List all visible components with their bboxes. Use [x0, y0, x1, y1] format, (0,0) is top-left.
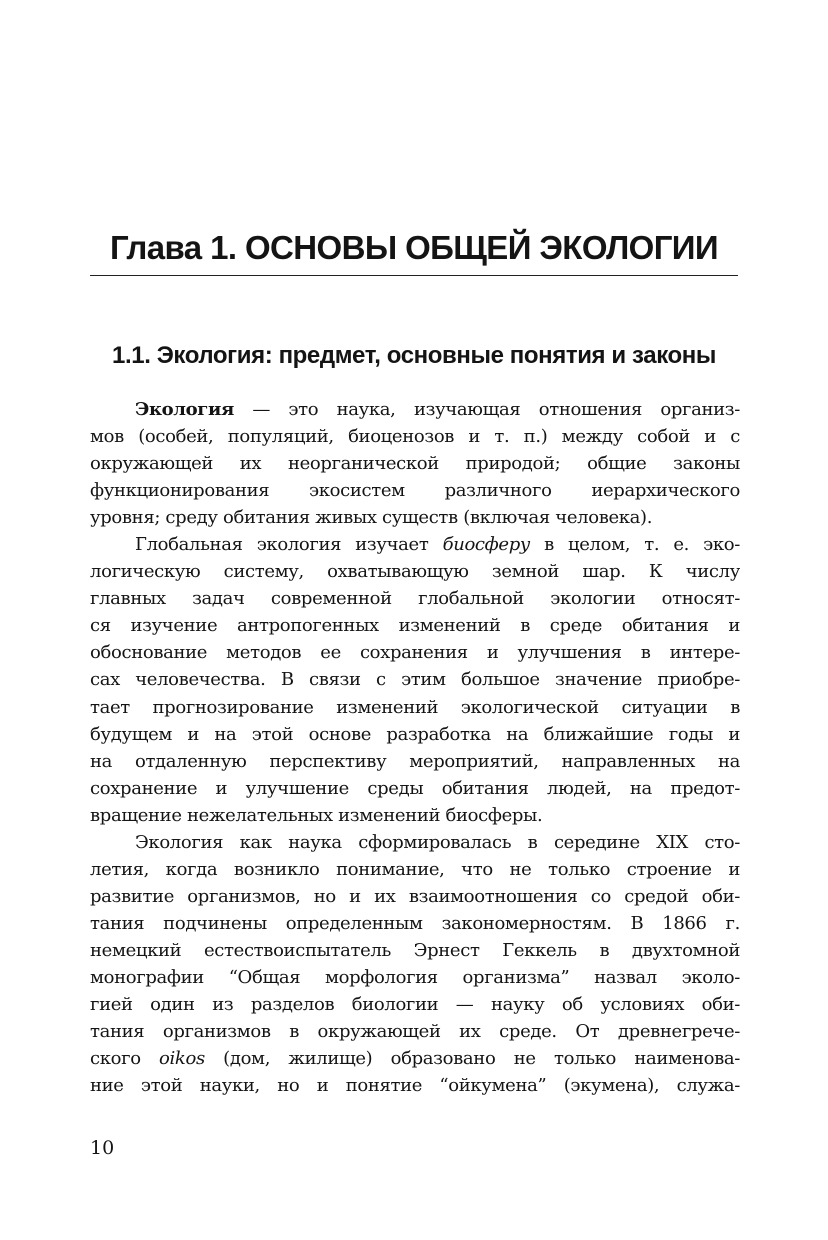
body-text — [90, 396, 740, 1099]
section-title: 1.1. Экология: предмет, основные понятия и законы — [112, 342, 716, 369]
paragraph-2-line-1: Глобальная экология изучает биосферу в целом, т. е. эко- — [135, 534, 740, 556]
paragraph-1-line-1: Экология — это наука, изучающая отношения организ- — [135, 399, 740, 420]
paragraph-3-line-4: тания подчинены определенным закономерностям. В 1866 г. — [90, 912, 740, 934]
paragraph-3-line-9: ского oikos (дом, жилище) образовано не только наименова- — [90, 1048, 740, 1070]
paragraph-2-line-9: на отдаленную перспективу мероприятий, направленных на — [90, 750, 740, 772]
paragraph-1-line-4: функционирования экосистем различного иерархического — [90, 480, 740, 502]
paragraph-3-line-6: монографии “Общая морфология организма” назвал эколо- — [90, 966, 740, 988]
paragraph-1-line-5: уровня; среду обитания живых существ (включая человека). — [90, 507, 653, 529]
paragraph-3-line-10: ние этой науки, но и понятие “ойкумена” (экумена), служа- — [90, 1075, 740, 1097]
paragraph-2-line-6: сах человечества. В связи с этим большое значение приобре- — [90, 669, 740, 691]
paragraph-1-line-2: мов (особей, популяций, биоценозов и т. п.) между собой и с — [90, 426, 740, 448]
paragraph-3-line-1: Экология как наука сформировалась в середине XIX сто- — [135, 831, 740, 853]
paragraph-3-line-8: тания организмов в окружающей их среде. От древнегрече- — [90, 1021, 740, 1043]
chapter-title: Глава 1. ОСНОВЫ ОБЩЕЙ ЭКОЛОГИИ — [109, 229, 719, 266]
paragraph-2-line-7: тает прогнозирование изменений экологической ситуации в — [90, 696, 740, 718]
paragraph-2-line-8: будущем и на этой основе разработка на ближайшие годы и — [90, 723, 740, 745]
page-number: 10 — [90, 1137, 115, 1159]
term-oikos: oikos — [159, 1048, 205, 1070]
paragraph-3-line-3: развитие организмов, но и их взаимоотношения со средой оби- — [90, 885, 740, 907]
paragraph-1-line-3: окружающей их неорганической природой; общие законы — [90, 453, 740, 475]
paragraph-2-line-4: ся изучение антропогенных изменений в среде обитания и — [90, 615, 740, 637]
paragraph-2-line-3: главных задач современной глобальной экологии относят- — [90, 588, 740, 610]
chapter-divider — [90, 275, 738, 276]
term-biosfera: биосферу — [442, 534, 530, 556]
term-ekologiya: Экология — [135, 399, 234, 420]
paragraph-3-line-5: немецкий естествоиспытатель Эрнест Геккель в двухтомной — [90, 939, 740, 961]
paragraph-2-line-10: сохранение и улучшение среды обитания людей, на предот- — [90, 777, 740, 799]
paragraph-2-line-11: вращение нежелательных изменений биосферы. — [90, 804, 543, 826]
paragraph-3-line-2: летия, когда возникло понимание, что не только строение и — [90, 858, 740, 880]
paragraph-3-line-7: гией один из разделов биологии — науку об условиях оби- — [90, 994, 740, 1016]
paragraph-2-line-2: логическую систему, охватывающую земной шар. К числу — [90, 561, 740, 583]
paragraph-2-line-5: обоснование методов ее сохранения и улучшения в интере- — [90, 642, 740, 664]
